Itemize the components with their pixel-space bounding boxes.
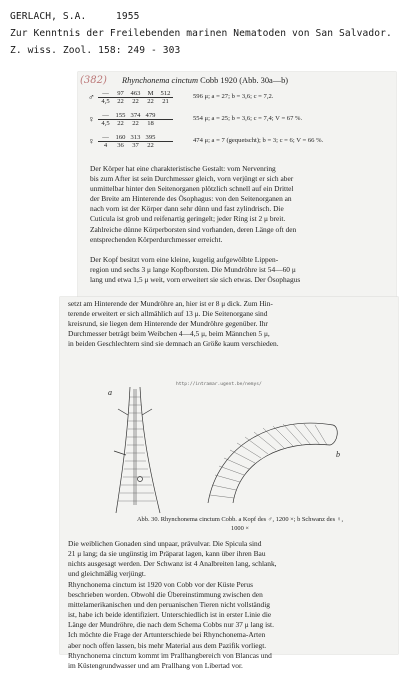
text-line: setzt am Hinterende der Mundröhre an, hier ist er 8 μ dick. Zum Hin- (68, 299, 273, 308)
text-line: beschrieben worden. Obwohl die Übereinstimmung zwischen den (68, 590, 263, 600)
formula-fraction (98, 134, 173, 149)
text-line: der Breite am Hinterende des Ösophagus: von den Seitenorganen an (90, 194, 292, 204)
paragraph-head (90, 255, 390, 285)
text-line: mittelamerikanischen und den peruanischen Tieren nicht vollständig (68, 600, 270, 610)
header-title: Zur Kenntnis der Freilebenden marinen Nematoden von San Salvador. (10, 28, 392, 39)
sex-symbol: ♀ (88, 136, 95, 146)
figure-caption-line-2: 1000 × (231, 525, 249, 532)
formula-cell: 395 (145, 134, 156, 141)
figure-30b-tail (208, 423, 337, 503)
text-line: und gleichmäßig verjüngt. (68, 569, 146, 579)
formula-cell: 22 (117, 120, 124, 127)
text-line: Zahlreiche dünne Körperborsten sind vorhanden, deren Länge oft den (90, 224, 297, 234)
formula-cell: 313 (130, 134, 141, 141)
text-line: Rhynchonema cinctum ist 1920 von Cobb vor der Küste Perus (68, 580, 253, 589)
text-line: Rhynchonema cinctum kommt im Prallhangbereich von Blancas und (68, 650, 272, 660)
figure-caption (90, 515, 390, 533)
header-year: 1955 (116, 11, 140, 22)
sex-symbol: ♀ (88, 114, 95, 124)
species-name: Rhynchonema cinctum (122, 76, 199, 85)
text-line: im Küstengrundwasser und am Prallhang von Libertad vor. (68, 660, 243, 670)
formula-cell: 36 (117, 142, 124, 149)
text-line: aber noch offen lassen, bis mehr Material aus dem Pazifik vorliegt. (68, 640, 267, 650)
formula-cell: 22 (147, 142, 154, 149)
text-line: Ich möchte die Frage der Artunterschiede bei Rhynchonema-Arten (68, 630, 266, 640)
formula-cell: 479 (145, 112, 156, 119)
text-line: ist, habe ich beide identifiziert. Unterschiedlich ist in erster Linie die (68, 610, 272, 620)
handwritten-note: (382) (80, 75, 107, 86)
text-line: 21 μ lang; da sie ungünstig im Präparat lagen, kann über ihren Bau (68, 549, 266, 559)
formula-cell: 374 (130, 112, 141, 119)
formula-cell: 160 (115, 134, 126, 141)
formula-fraction (98, 90, 173, 105)
text-line: region und sechs 3 μ lange Kopfborsten. Die Mundröhre ist 54—60 μ (90, 265, 296, 275)
text-line: Cuticula ist grob und reifenartig geringelt; jeder Ring ist 2 μ breit. (90, 214, 286, 224)
text-line: unmittelbar hinter den Seitenorganen plötzlich schnell auf ein Drittel (90, 184, 294, 194)
formula-cell: 21 (162, 98, 169, 105)
formula-cell: 4,5 (101, 120, 110, 127)
figure-30 (68, 385, 398, 515)
species-heading (122, 76, 288, 85)
paragraph-body-shape (90, 164, 390, 245)
header-author: GERLACH, S.A. (10, 11, 87, 22)
text-line: Länge der Mundröhre, die nach dem Schema Cobbs nur 37 μ lang ist. (68, 620, 274, 630)
text-line: terende erweitert er sich allmählich auf 13 μ. Die Seitenorgane sind (68, 309, 268, 319)
formula-cell: M (147, 90, 154, 97)
text-line: Der Körper hat eine charakteristische Gestalt: vom Nervenring (90, 164, 276, 173)
formula-cell: — (102, 90, 109, 97)
formula-cell: — (102, 112, 109, 119)
text-line: Der Kopf besitzt vorn eine kleine, kugelig aufgewölbte Lippen- (90, 255, 279, 264)
formula-cell: 22 (132, 98, 139, 105)
header-citation: Z. wiss. Zool. 158: 249 - 303 (10, 45, 181, 56)
formula-cell: 4 (103, 142, 108, 149)
figure-30a-head (114, 387, 160, 513)
text-line: nach vorn ist der Körper dann sehr dünn und fast zylindrisch. Die (90, 204, 284, 214)
formula-cell: 37 (132, 142, 139, 149)
figure-label-a: a (108, 388, 112, 397)
formula-cell: 155 (115, 112, 126, 119)
figure-caption-line-1: Abb. 30. Rhynchonema cinctum Cobb. a Kopf des ♂, 1200 ×; b Schwanz des ♀, (136, 516, 344, 523)
formula-cell: 22 (132, 120, 139, 127)
formula-values: 596 μ; a = 27; b = 3,6; c = 7,2. (193, 93, 274, 100)
text-line: nichts ausgesagt werden. Der Schwanz ist 4 Analbreiten lang, schlank, (68, 559, 277, 569)
species-authority: Cobb 1920 (Abb. 30a—b) (200, 76, 289, 85)
formula-cell: 512 (160, 90, 171, 97)
formula-fraction (98, 112, 173, 127)
formula-cell: 97 (117, 90, 124, 97)
formula-values: 554 μ; a = 25; b = 3,6; c = 7,4; V = 67 %. (193, 115, 303, 122)
paragraph-discussion (68, 580, 393, 671)
text-line: Durchmesser beträgt beim Weibchen 4—4,5 μ, beim Männchen 5 μ, (68, 329, 270, 339)
text-line: lang und etwa 1,5 μ weit, vorn erweitert sie sich etwas. Der Ösophagus (90, 275, 301, 285)
formula-cell: 18 (147, 120, 154, 127)
sex-symbol: ♂ (88, 92, 95, 102)
text-line: entsprechenden Körperdurchmesser erreicht. (90, 234, 223, 244)
text-line: bis zum After ist sein Durchmesser gleich, vorn verjüngt er sich aber (90, 174, 294, 184)
text-line: kreisrund, sie liegen dem Hinterende der Mundröhre gegenüber. Ihr (68, 319, 268, 329)
paragraph-oesophagus (68, 299, 393, 349)
formula-values: 474 μ; a = 7 (gequetscht); b = 3; c = 6; V = 66 %. (193, 137, 324, 144)
figure-label-b: b (336, 450, 340, 459)
formula-cell: — (102, 134, 109, 141)
formula-cell: 22 (147, 98, 154, 105)
paragraph-gonads (68, 539, 393, 579)
text-line: Die weiblichen Gonaden sind unpaar, prävulvar. Die Spicula sind (68, 539, 262, 548)
formula-cell: 4,5 (101, 98, 110, 105)
source-url: http://intramar.ugent.be/nemys/ (176, 382, 262, 387)
formula-cell: 22 (117, 98, 124, 105)
text-line: in beiden Geschlechtern sind sie demnach an Größe kaum verschieden. (68, 339, 279, 349)
formula-cell: 463 (130, 90, 141, 97)
